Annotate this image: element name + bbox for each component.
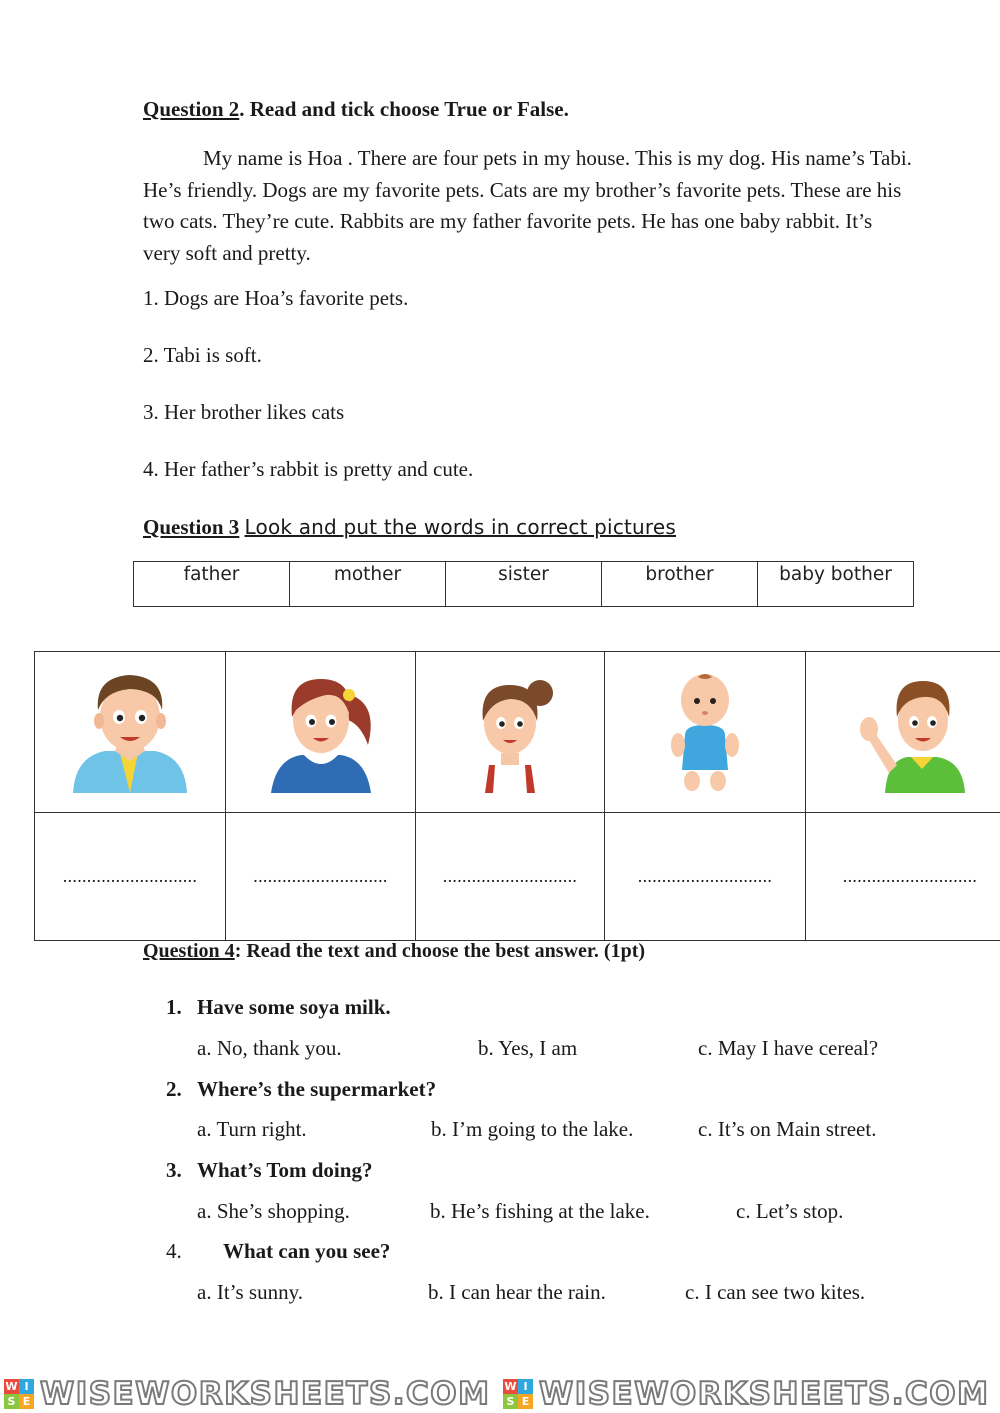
- q4-item-2-number: 2.: [166, 1077, 182, 1101]
- wise-logo-icon: [4, 1379, 34, 1409]
- q3-heading: [143, 515, 676, 540]
- q4-item-1-option-c[interactable]: c. May I have cereal?: [698, 1036, 879, 1060]
- watermark-text: WISEWORKSHEETS.COM: [40, 1375, 491, 1412]
- q2-heading: [143, 97, 569, 122]
- q4-item-3-question: What’s Tom doing?: [197, 1158, 373, 1182]
- q4-item-4-option-c[interactable]: c. I can see two kites.: [685, 1280, 866, 1304]
- q4-item-1-option-a[interactable]: a. No, thank you.: [197, 1036, 342, 1060]
- footer-watermark: [0, 1374, 1000, 1413]
- q2-passage: [143, 143, 913, 269]
- q4-item-1-question: Have some soya milk.: [197, 995, 391, 1019]
- q4-item-2-question: Where’s the supermarket?: [197, 1077, 437, 1101]
- word-bank-table: [133, 561, 914, 607]
- answer-blank-4[interactable]: ............................: [605, 813, 806, 941]
- logo-letter-s: S: [4, 1394, 19, 1409]
- q4-item-2-option-c[interactable]: c. It’s on Main street.: [698, 1117, 877, 1141]
- q4-label: Question 4: [143, 940, 235, 962]
- q2-instruction: . Read and tick choose True or False.: [239, 97, 569, 121]
- wise-logo-icon: [503, 1379, 533, 1409]
- watermark-text: WISEWORKSHEETS.COM: [539, 1375, 990, 1412]
- q4-item-4-question: What can you see?: [223, 1239, 391, 1263]
- q4-item-3-option-c[interactable]: c. Let’s stop.: [736, 1199, 844, 1223]
- q4-item-2-option-b[interactable]: b. I’m going to the lake.: [431, 1117, 634, 1141]
- q4-item-3-number: 3.: [166, 1158, 182, 1182]
- word-baby-bother: baby bother: [758, 562, 914, 607]
- mother-illustration: [256, 665, 386, 795]
- q4-item-3-option-a[interactable]: a. She’s shopping.: [197, 1199, 350, 1223]
- q4-instruction: : Read the text and choose the best answer. (1pt): [234, 940, 646, 962]
- word-brother: brother: [602, 562, 758, 607]
- q3-instruction: Look and put the words in correct pictures: [244, 515, 677, 539]
- q4-item-2-option-a[interactable]: a. Turn right.: [197, 1117, 307, 1141]
- answer-blank-1[interactable]: ............................: [35, 813, 226, 941]
- answer-blank-5[interactable]: ............................: [806, 813, 1000, 941]
- logo-letter-w: W: [504, 1379, 517, 1393]
- word-mother: mother: [290, 562, 446, 607]
- picture-cell-1: [35, 652, 226, 813]
- q4-item-4-option-a[interactable]: a. It’s sunny.: [197, 1280, 303, 1304]
- answer-blank-3[interactable]: ............................: [416, 813, 605, 941]
- logo-letter-i: I: [19, 1379, 34, 1394]
- watermark-tile-1: [4, 1374, 491, 1413]
- q4-heading: [143, 940, 645, 963]
- picture-cell-3: [416, 652, 605, 813]
- word-father: father: [134, 562, 290, 607]
- q4-item-3-option-b[interactable]: b. He’s fishing at the lake.: [430, 1199, 650, 1223]
- logo-letter-e: E: [518, 1394, 533, 1409]
- brother-illustration: [845, 665, 975, 795]
- logo-letter-e: E: [19, 1394, 34, 1409]
- q4-item-1-option-b[interactable]: b. Yes, I am: [478, 1036, 578, 1060]
- q4-item-1-number: 1.: [166, 995, 182, 1019]
- baby-brother-illustration: [640, 665, 770, 795]
- logo-letter-i: I: [518, 1379, 533, 1394]
- q2-statement-2: 2. Tabi is soft.: [143, 343, 262, 367]
- q4-item-4-number: 4.: [166, 1239, 182, 1263]
- q3-label: Question 3: [143, 515, 240, 539]
- logo-letter-s: S: [503, 1394, 518, 1409]
- q2-statement-3: 3. Her brother likes cats: [143, 400, 345, 424]
- picture-cell-5: [806, 652, 1000, 813]
- word-sister: sister: [446, 562, 602, 607]
- q2-statement-1: 1. Dogs are Hoa’s favorite pets.: [143, 286, 409, 310]
- watermark-tile-2: [503, 1374, 990, 1413]
- father-illustration: [65, 665, 195, 795]
- answer-blank-2[interactable]: ............................: [226, 813, 416, 941]
- q2-label: Question 2: [143, 97, 240, 121]
- picture-cell-4: [605, 652, 806, 813]
- q2-statement-4: 4. Her father’s rabbit is pretty and cute.: [143, 457, 474, 481]
- pictures-table: [34, 651, 1000, 941]
- picture-cell-2: [226, 652, 416, 813]
- logo-letter-w: W: [5, 1379, 18, 1393]
- q4-item-4-option-b[interactable]: b. I can hear the rain.: [428, 1280, 606, 1304]
- sister-illustration: [445, 665, 575, 795]
- q2-passage-text: My name is Hoa . There are four pets in my house. This is my dog. His name’s Tabi. He’s friendly. Dogs are my favorite pets. Cats are my brother’s favorite pets. These are his two cats. They’re cute. Rabbits are my father favorite pets. He has one baby rabbit. It’s very soft and pretty.: [143, 146, 912, 265]
